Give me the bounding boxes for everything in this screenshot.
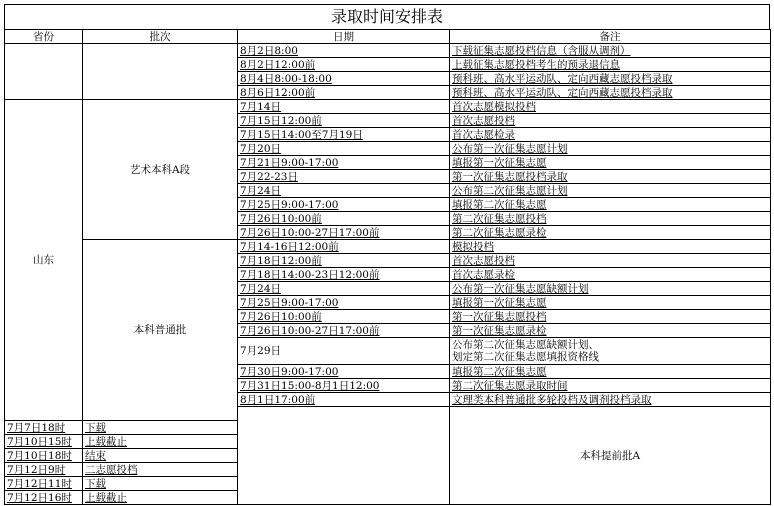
note-cell: 首次志愿投档 — [450, 254, 771, 268]
note-cell: 上载截止 — [83, 491, 238, 505]
province-cell-empty — [5, 44, 83, 100]
date-cell: 7月26日10:00-27日17:00前 — [238, 226, 450, 240]
batch-cell: 本科普通批 — [83, 240, 238, 421]
date-cell: 8月4日8:00-18:00 — [238, 72, 450, 86]
table-row — [5, 100, 771, 114]
date-cell: 7月15日12:00前 — [238, 114, 450, 128]
date-cell: 8月1日17:00前 — [238, 393, 450, 407]
note-cell: 第二次征集志愿录取时间 — [450, 379, 771, 393]
note-cell: 结束 — [83, 449, 238, 463]
note-cell: 填报第一次征集志愿 — [450, 296, 771, 310]
note-cell: 首次志愿模拟投档 — [450, 100, 771, 114]
note-cell: 第一次征集志愿录检 — [450, 324, 771, 338]
date-cell: 7月10日18时 — [5, 449, 83, 463]
header-province: 省份 — [5, 30, 83, 44]
note-cell: 预科班、高水平运动队、定向西藏志愿投档录取 — [450, 86, 771, 100]
note-line-2: 划定第二次征集志愿填报资格线 — [452, 351, 599, 363]
note-cell: 下载 — [83, 477, 238, 491]
note-cell: 首次志愿投档 — [450, 114, 771, 128]
date-cell: 7月7日18时 — [5, 421, 83, 435]
note-cell: 第二次征集志愿投档 — [450, 212, 771, 226]
note-cell: 公布第一次征集志愿缺额计划 — [450, 282, 771, 296]
date-cell: 7月18日14:00-23日12:00前 — [238, 268, 450, 282]
table-row — [5, 240, 771, 254]
note-cell: 下载征集志愿投档信息（含服从调剂） — [450, 44, 771, 58]
date-cell: 7月26日10:00前 — [238, 212, 450, 226]
header-note: 备注 — [450, 30, 771, 44]
date-cell: 7月12日11时 — [5, 477, 83, 491]
date-cell: 7月30日9:00-17:00 — [238, 365, 450, 379]
date-cell: 7月20日 — [238, 142, 450, 156]
note-cell: 预科班、高水平运动队、定向西藏志愿投档录取 — [450, 72, 771, 86]
province-cell: 山东 — [5, 100, 83, 421]
date-cell: 7月12日9时 — [5, 463, 83, 477]
note-cell: 第一次征集志愿投档录取 — [450, 170, 771, 184]
date-cell: 7月29日 — [238, 338, 450, 365]
date-cell: 7月22-23日 — [238, 170, 450, 184]
note-cell: 上载征集志愿投档考生的预录退信息 — [450, 58, 771, 72]
note-cell: 填报第二次征集志愿 — [450, 198, 771, 212]
note-cell: 公布第二次征集志愿计划 — [450, 184, 771, 198]
schedule-sheet — [4, 4, 770, 505]
province-cell-empty — [238, 407, 450, 505]
batch-cell: 本科提前批A — [450, 407, 771, 505]
date-cell: 7月21日9:00-17:00 — [238, 156, 450, 170]
note-cell: 上载截止 — [83, 435, 238, 449]
note-cell: 首次志愿检录 — [450, 128, 771, 142]
header-date: 日期 — [238, 30, 450, 44]
date-cell: 7月18日12:00前 — [238, 254, 450, 268]
note-line-1: 公布第二次征集志愿缺额计划、 — [452, 339, 599, 351]
date-cell: 7月24日 — [238, 184, 450, 198]
date-cell: 7月14-16日12:00前 — [238, 240, 450, 254]
note-cell: 首次志愿录检 — [450, 268, 771, 282]
date-cell: 7月25日9:00-17:00 — [238, 198, 450, 212]
date-cell: 8月2日8:00 — [238, 44, 450, 58]
date-cell: 7月12日16时 — [5, 491, 83, 505]
date-cell: 7月14日 — [238, 100, 450, 114]
table-row — [5, 44, 771, 58]
note-cell: 填报第一次征集志愿 — [450, 156, 771, 170]
date-cell: 7月31日15:00-8月1日12:00 — [238, 379, 450, 393]
date-cell: 7月10日15时 — [5, 435, 83, 449]
note-cell: 公布第一次征集志愿计划 — [450, 142, 771, 156]
date-cell: 7月26日10:00前 — [238, 310, 450, 324]
note-cell: 文理类本科普通批多轮投档及调剂投档录取 — [450, 393, 771, 407]
note-cell: 模拟投档 — [450, 240, 771, 254]
date-cell: 7月26日10:00-27日17:00前 — [238, 324, 450, 338]
note-cell: 第二次征集志愿录检 — [450, 226, 771, 240]
batch-cell-empty — [83, 44, 238, 100]
date-cell: 8月2日12:00前 — [238, 58, 450, 72]
note-cell-multiline — [450, 338, 771, 365]
header-batch: 批次 — [83, 30, 238, 44]
header-row — [5, 30, 771, 44]
note-cell: 第一次征集志愿投档 — [450, 310, 771, 324]
schedule-table — [4, 29, 771, 505]
date-cell: 8月6日12:00前 — [238, 86, 450, 100]
date-cell: 7月24日 — [238, 282, 450, 296]
date-cell: 7月15日14:00至7月19日 — [238, 128, 450, 142]
note-cell: 二志愿投档 — [83, 463, 238, 477]
note-cell: 填报第二次征集志愿 — [450, 365, 771, 379]
note-cell: 下载 — [83, 421, 238, 435]
batch-cell: 艺术本科A段 — [83, 100, 238, 240]
date-cell: 7月25日9:00-17:00 — [238, 296, 450, 310]
sheet-title: 录取时间安排表 — [4, 4, 770, 29]
